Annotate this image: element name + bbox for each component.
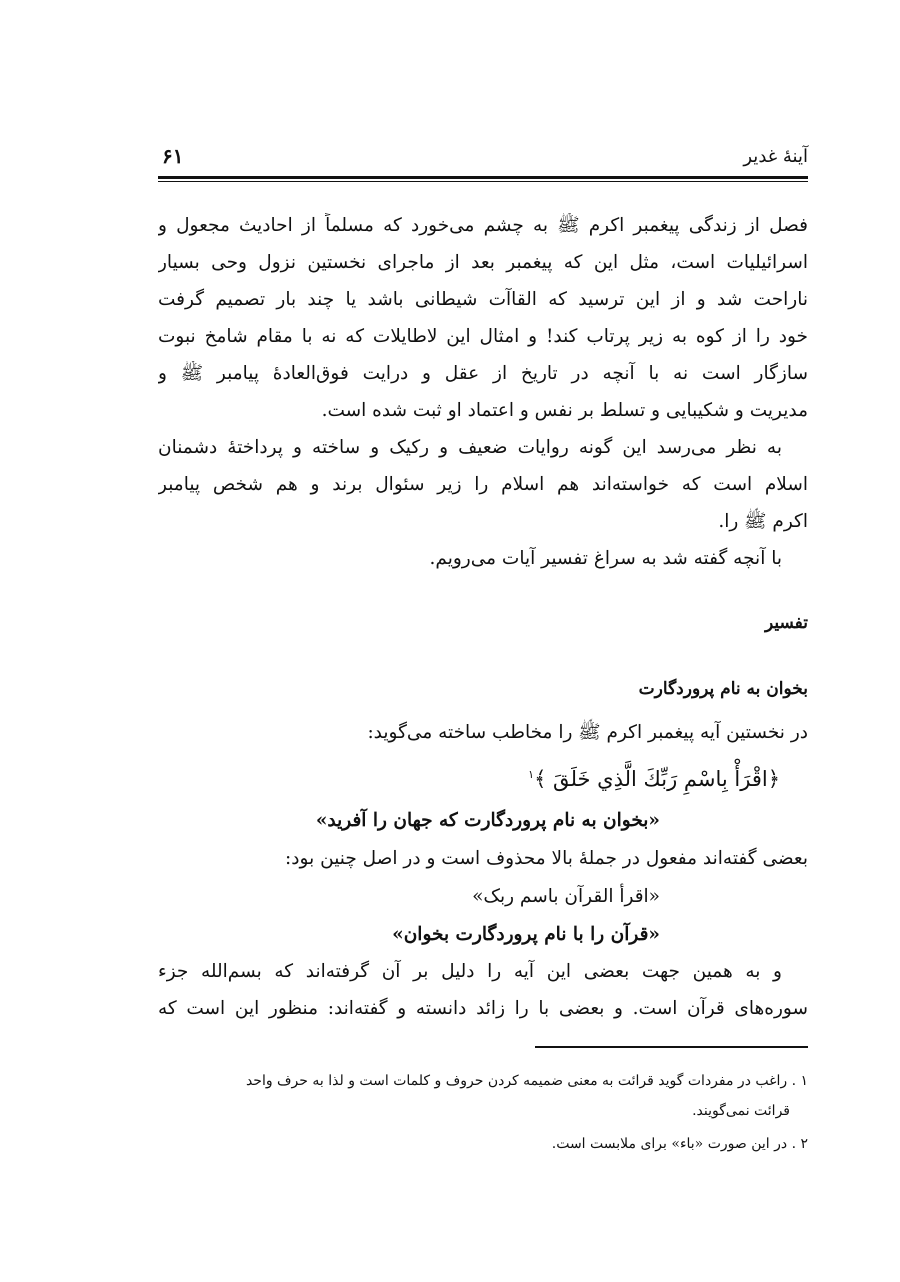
intro-line: در نخستین آیه پیغمبر اکرم ﷺ را مخاطب ساخته می‌گوید: xyxy=(367,722,808,743)
quote: «اقرأ القرآن باسم ربک» xyxy=(472,886,660,907)
body-line: و به همین جهت بعضی این آیه را دلیل بر آن گرفته‌اند که بسم‌الله جزء xyxy=(158,961,782,982)
footnote-mark: ۱ xyxy=(528,768,535,781)
book-title: آینهٔ غدیر xyxy=(743,146,808,167)
body-line: به نظر می‌رسد این گونه روایات ضعیف و رکیک و ساخته و پرداختهٔ دشمنان xyxy=(158,437,782,458)
body-line: فصل از زندگی پیغمبر اکرم ﷺ به چشم می‌خورد که مسلماً از احادیث مجعول و xyxy=(158,215,808,236)
body-line: خود را از کوه به زیر پرتاب کند! و امثال این لاطایلات که نه با مقام شامخ نبوت xyxy=(158,326,808,347)
footnote-1 xyxy=(158,1070,808,1092)
body-line: اسلام است که خواسته‌اند هم اسلام را زیر سئوال برند و هم شخص پیامبر xyxy=(158,474,808,495)
body-line: مدیریت و شکیبایی و تسلط بر نفس و اعتماد او ثبت شده است. xyxy=(321,400,808,421)
body-line: سوره‌های قرآن است. و بعضی با را زائد دانسته و گفته‌اند: منظور این است که xyxy=(158,998,808,1019)
header-rule-thick xyxy=(158,176,808,179)
footnote-2 xyxy=(158,1133,808,1155)
page-number: ۶۱ xyxy=(162,144,184,168)
footnote-number: ۲ . xyxy=(791,1136,808,1152)
verse-text: ﴿اقْرَأْ بِاسْمِ رَبِّكَ الَّذِي خَلَقَ ﴾ xyxy=(534,767,780,791)
subsection-heading: بخوان به نام پروردگارت xyxy=(638,679,808,699)
body-line: سازگار است نه با آنچه در تاریخ از عقل و درایت فوق‌العادهٔ پیامبر ﷺ و xyxy=(158,363,808,384)
footnote-text: راغب در مفردات گوید قرائت به معنی ضمیمه کردن حروف و کلمات است و لذا به حرف واحد xyxy=(245,1073,788,1089)
explanation-line: بعضی گفته‌اند مفعول در جملهٔ بالا محذوف است و در اصل چنین بود: xyxy=(285,848,808,869)
running-header xyxy=(158,140,808,172)
footnote-number: ۱ . xyxy=(791,1073,808,1089)
verse-translation: «بخوان به نام پروردگارت که جهان را آفرید» xyxy=(315,810,660,831)
body-line: ناراحت شد و از این ترسید که القاآت شیطانی باشد یا چند بار تصمیم گرفت xyxy=(158,289,808,310)
section-heading: تفسیر xyxy=(764,613,808,633)
footnote-text: در این صورت «باء» برای ملابست است. xyxy=(551,1136,788,1152)
body-line: با آنچه گفته شد به سراغ تفسیر آیات می‌رویم. xyxy=(429,548,782,569)
quote-translation: «قرآن را با نام پروردگارت بخوان» xyxy=(392,924,660,945)
header-rule-thin xyxy=(158,181,808,182)
body-line: اکرم ﷺ را. xyxy=(718,511,808,532)
body-line: اسرائیلیات است، مثل این که پیغمبر بعد از ماجرای نخستین نزول وحی بسیار xyxy=(158,252,808,273)
footnote-1-continued: قرائت نمی‌گویند. xyxy=(692,1103,790,1119)
footnote-separator xyxy=(535,1046,808,1048)
quran-verse xyxy=(528,762,780,792)
